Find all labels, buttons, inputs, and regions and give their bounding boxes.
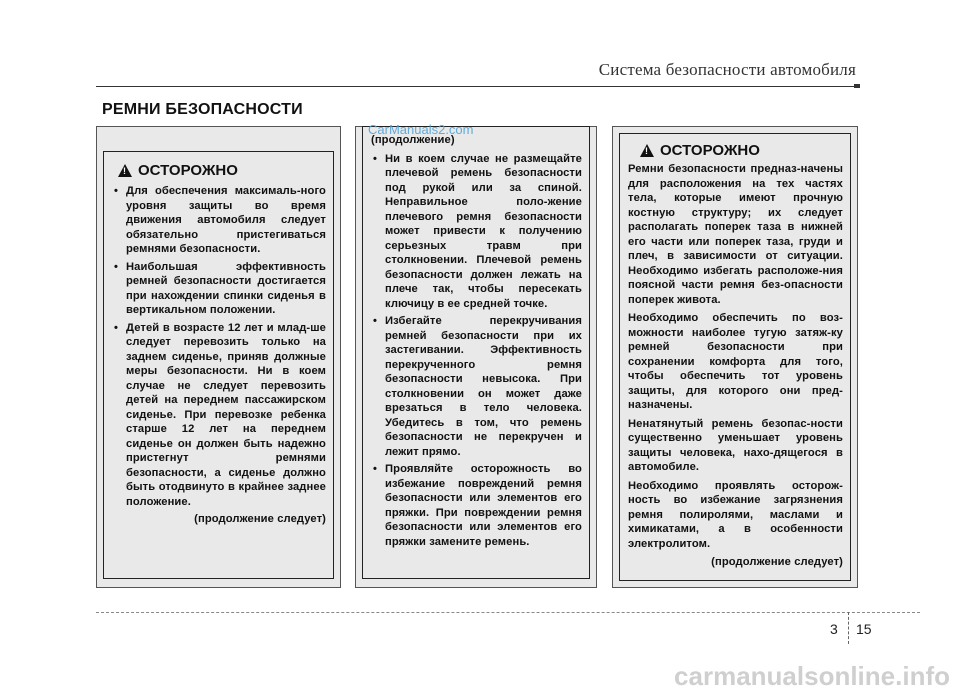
header-rule-end (854, 84, 860, 88)
continued-note: (продолжение следует) (194, 513, 326, 525)
page-number: 15 (856, 621, 872, 637)
paragraph: Необходимо обеспечить по воз-можности наиболее тугую затяж-ку ремней безопасности при сохранении комфорта для того, чтобы обеспечить тот уровень защиты, для которого они пред-назначены. (628, 312, 843, 411)
page-number-separator (848, 612, 849, 644)
column-2-box (355, 126, 597, 588)
warning-frame-1 (103, 151, 334, 579)
paragraph: Ремни безопасности предназ-начены для расположения на тех частях тела, которые имеют прочную костную структуру; их следует располагать поперек таза в нижней его части или поперек таза, груди и плеч, в зависимости от ситуации. Необходимо избегать расположе-ния поясной части ремня без-опасности поперек живота. (628, 163, 843, 306)
paragraph: Необходимо проявлять осторож-ность во избежание загрязнения ремня полиролями, маслами и химикатами, а в особенности электролитом. (628, 479, 843, 550)
list-item: • Ни в коем случае не размещайте плечевой ремень безопасности под рукой или за спиной. Неправильное поло-жение плечевого ремня безопасности может привести к получению серьезных травм при столкновении. Плечевой ремень безопасности должен лежать на плече так, чтобы пересекать ключицу в ее средней точке. (371, 152, 582, 312)
watermark-link[interactable]: CarManuals2.com (368, 122, 474, 137)
section-title: РЕМНИ БЕЗОПАСНОСТИ (102, 101, 303, 118)
warning-frame-2 (362, 126, 590, 579)
list-item: • Для обеспечения максималь-ного уровня защиты во время движения автомобиля следует обязательно пристегиваться ремнями безопасности. (112, 184, 326, 257)
header-rule (96, 86, 856, 87)
list-item: • Проявляйте осторожность во избежание повреждений ремня безопасности или элементов его пряжки. При повреждении ремня безопасности или элементов его пряжки замените ремень. (371, 462, 582, 549)
footer-rule (96, 612, 920, 613)
warning-body-3 (628, 162, 843, 570)
continuation-note: (продолжение) (371, 134, 455, 146)
warning-body-1 (112, 184, 326, 527)
running-header-title: Система безопасности автомобиля (598, 60, 856, 79)
warning-triangle-icon: ! (640, 144, 654, 157)
list-item: • Детей в возрасте 12 лет и млад-ше следует перевозить только на заднем сиденье, приняв должные меры безопасности. Ни в коем случае не следует перевозить детей на переднем пассажирском сиденье. При перевозке ребенка старше 12 лет на переднем сиденье он должен быть надежно пристегнут ремнями безопасности, а сиденье должно быть отодвинуто в крайнее заднее положение. (112, 321, 326, 510)
list-item: • Избегайте перекручивания ремней безопасности при их застегивании. Эффективность перекрученного ремня безопасности невысока. При столкновении он может даже врезаться в тело человека. Убедитесь в том, что ремень безопасности не перекручен и лежит прямо. (371, 314, 582, 459)
warning-body-2 (371, 133, 582, 552)
site-watermark: carmanualsonline.info (674, 661, 950, 691)
continued-note: (продолжение следует) (711, 556, 843, 568)
warning-heading-1 (118, 162, 333, 179)
warning-frame-3 (619, 133, 851, 581)
warning-label: ОСТОРОЖНО (660, 142, 760, 159)
warning-triangle-icon: ! (118, 164, 132, 177)
warning-heading-3 (640, 142, 850, 159)
paragraph: Ненатянутый ремень безопас-ности существенно уменьшает уровень защиты человека, нахо-дящегося в автомобиле. (628, 417, 843, 473)
chapter-number: 3 (830, 621, 838, 637)
column-1-box (96, 126, 341, 588)
warning-label: ОСТОРОЖНО (138, 162, 238, 179)
column-3-box (612, 126, 858, 588)
list-item: • Наибольшая эффективность ремней безопасности достигается при нахождении спинки сиденья в вертикальном положении. (112, 260, 326, 318)
